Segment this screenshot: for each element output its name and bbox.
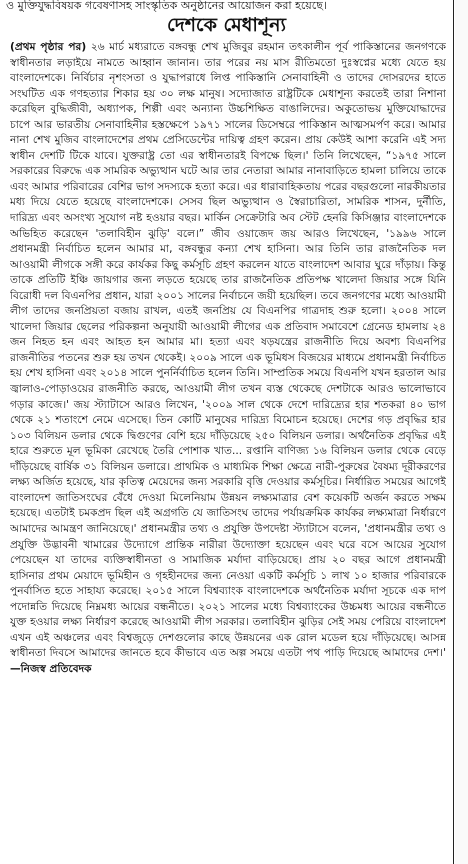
byline: —নিজস্ব প্রতিবেদক — [10, 662, 92, 675]
article-body — [10, 40, 446, 856]
adjacent-column-edge — [455, 0, 468, 864]
article-text: ২৬ মার্চ মধ্যরাতে বঙ্গবন্ধু শেখ মুজিবুর রহমান তৎকালীন পূর্ব পাকিস্তানের জনগণকে স্বাধীনতার লড়াইয়ে নামতে আহ্বান জানান। তার পরের নয় মাস রীতিমতো দুঃস্বপ্নের মধ্যে যেতে হয় বাংলাদেশকে। নির্বিচার নৃশংসতা ও যুদ্ধাপরাধে লিপ্ত পাকিস্তানি সেনাবাহিনী ও তাদের দোসরদের হাতে সংঘটিত এক গণহত্যার শিকার হয় ৩০ লক্ষ মানুষ। সদ্যোজাত রাষ্ট্রটিকে মেধাশূন্য করতেই তারা নিশানা করেছিল বুদ্ধিজীবী, অধ্যাপক, শিল্পী এবং অন্যান্য উচ্চশিক্ষিত বাঙালিদের। অকুতোভয় মুক্তিযোদ্ধাদের চাপে আর ভারতীয় সেনাবাহিনীর হস্তক্ষেপে ১৯৭১ সালের ডিসেম্বরে পাকিস্তান আত্মসমর্পণ করে। আমার নানা শেখ মুজিব বাংলাদেশের প্রথম প্রেসিডেন্টের দায়িত্ব গ্রহণ করেন। প্রায় কেউই আশা করেনি এই সদ্য স্বাধীন দেশটি টিকে যাবে। যুক্তরাষ্ট্র তো এর স্বাধীনতারই বিপক্ষে ছিল।' তিনি লিখেছেন, “১৯৭৫ সালে সরকারের বিরুদ্ধে এক সামরিক অভ্যুত্থান ঘটে আর তার নেতারা আমার নানাবাড়িতে হামলা চালিয়ে তাকে এবং আমার পরিবারের বেশির ভাগ সদস্যকে হত্যা করে। এর ধারাবাহিকতায় পরের বছরগুলো নারকীয়তার মধ্য দিয়ে যেতে হয়েছে বাংলাদেশকে। সেসব ছিল অভ্যুত্থান ও স্বৈরাচারিতা, সামরিক শাসন, দুর্নীতি, দারিদ্র্য এবং অসংখ্য সুযোগ নষ্ট হওয়ার বছর। মার্কিন সেক্রেটারি অব স্টেট হেনরি কিসিঞ্জার বাংলাদেশকে অভিহিত করেছেন 'তলাবিহীন ঝুড়ি' বলে।” জীব ওয়াজেদ জয় আরও লিখেছেন, '১৯৯৬ সালে প্রধানমন্ত্রী নির্বাচিত হলেন আমার মা, বঙ্গবন্ধুর কন্যা শেখ হাসিনা। আর তিনি তার রাজনৈতিক দল আওয়ামী লীগকে সঙ্গী করে কার্যকর কিছু কর্মসূচি গ্রহণ করলেন যাতে বাংলাদেশ আবার ঘুরে দাঁড়ায়। কিন্তু তাকে প্রতিটি ইঞ্চি জায়গার জন্য লড়তে হয়েছে তার রাজনৈতিক প্রতিপক্ষ খালেদা জিয়ার সঙ্গে যিনি বিরোধী দল বিএনপির প্রধান, যারা ২০০১ সালের নির্বাচনে জয়ী হয়েছিল। তবে জনগণের মধ্যে আওয়ামী লীগ তাদের জনপ্রিয়তা বজায় রাখল, এতই জনপ্রিয় যে বিএনপির গাত্রদাহ শুরু হলো। ২০০৪ সালে খালেদা জিয়ার ছেলের পরিকল্পনা অনুযায়ী আওয়ামী লীগের এক প্রতিবাদ সমাবেশে গ্রেনেড হামলায় ২৪ জন নিহত হন এবং আহত হন আমার মা। হত্যা এবং ষড়যন্ত্রের রাজনীতি দিয়ে অবশ্য বিএনপির রাজনীতির পতনের শুরু হয় তখন থেকেই। ২০০৯ সালে এক ভূমিধস বিজয়ের মাধ্যমে প্রধানমন্ত্রী নির্বাচিত হয় শেখ হাসিনা এবং ২০১৪ সালে পুনর্নির্বাচিত হলেন তিনি। সাম্প্রতিক সময়ে বিএনপি যখন হরতাল আর জ্বালাও-পোড়াওয়ের রাজনীতি করছে, আওয়ামী লীগ তখন ব্যস্ত থেকেছে দেশটাকে আরও ভালোভাবে গড়ার কাজে।' জয় স্ট্যাটাসে আরও লিখেন, '২০০৯ সাল থেকে দেশে দারিদ্র্যের হার শতকরা ৪০ ভাগ থেকে ২১ শতাংশে নেমে এসেছে। তিন কোটি মানুষের দারিদ্র্য বিমোচন হয়েছে। দেশের গড় প্রবৃদ্ধির হার ১০৩ বিলিয়ন ডলার থেকে দ্বিগুণের বেশি হয়ে দাঁড়িয়েছে ২৫০ বিলিয়ন ডলার। অর্থনৈতিক প্রবৃদ্ধির এই হারে শুরুতে মূল ভূমিকা রেখেছে তৈরি পোশাক খাত... রপ্তানি বাণিজ্য ১৬ বিলিয়ন ডলার থেকে বেড়ে দাঁড়িয়েছে বার্ষিক ৩১ বিলিয়ন ডলারে। প্রাথমিক ও মাধ্যমিক শিক্ষা ক্ষেত্রে নারী-পুরুষের বৈষম্য দূরীকরণের লক্ষ্য অর্জিত হয়েছে, যার কৃতিত্ব মেয়েদের জন্য সরকারি বৃত্তি দেওয়ার কর্মসূচির। নির্ধারিত সময়ের আগেই বাংলাদেশ জাতিসংঘের বেঁধে দেওয়া মিলেনিয়াম উন্নয়ন লক্ষ্যমাত্রার বেশ কয়েকটি অর্জন করতে সক্ষম হয়েছে। এতটাই চমকপ্রদ ছিল এই অগ্রগতি যে জাতিসংঘ তাদের পর্যায়ক্রমিক কার্যকর লক্ষ্যমাত্রা নির্ধারণে আমাদের আমন্ত্রণ জানিয়েছে।' প্রধানমন্ত্রীর তথ্য ও প্রযুক্তি উপদেষ্টা স্ট্যাটাসে বলেন, 'প্রধানমন্ত্রীর তথ্য ও প্রযুক্তি উদ্ভাবনী খামারের উদ্যোগে প্রান্তিক নারীরা উদ্যোক্তা হয়েছেন এবং ঘরে বসে আয়ের সুযোগ পেয়েছেন যা তাদের ব্যক্তিস্বাধীনতা ও সামাজিক মর্যাদা বাড়িয়েছে। প্রায় ২০ বছর আগে প্রধানমন্ত্রী হাসিনার প্রথম মেয়াদে ভূমিহীন ও গৃহহীনদের জন্য নেওয়া একটি কর্মসূচি ১ লাখ ১০ হাজার পরিবারকে পুনর্বাসিত হতে সাহায্য করেছে। ২০১৫ সালে বিশ্বব্যাংক বাংলাদেশকে অর্থনৈতিক মর্যাদা সূচকে এক দাপ পদোন্নতি দিয়েছে নিম্নমধ্য আয়ের বন্ধনীতে। ২০২১ সালের মধ্যে বিশ্বব্যাংকের উচ্চমধ্য আয়ের বন্ধনীতে যুক্ত হওয়ার লক্ষ্য নির্ধারণ করেছে আওয়ামী লীগ সরকার। তলাবিহীন ঝুড়ির সেই সময় পেরিয়ে বাংলাদেশ এখন এই অঞ্চলের এবং বিশ্বজুড়ে দেশগুলোর কাছে উন্নয়নের এক রোল মডেল হয়ে দাঁড়িয়েছে। আসন্ন স্বাধীনতা দিবসে আমাদের জানতে হবে কীভাবে এত অল্প সময়ে এতটা পথ পাড়ি দিয়েছে আমাদের দেশ।' — [10, 41, 446, 660]
article-paragraph — [10, 40, 446, 677]
continuation-label: (প্রথম পৃষ্ঠার পর) — [10, 41, 87, 53]
previous-article-fragment: ও মুক্তিযুদ্ধবিষয়ক গবেষণাসহ সাংস্কৃতিক অনুষ্ঠানের আয়োজন করা হয়েছে। — [6, 0, 327, 12]
article-headline: দেশকে মেধাশূন্য — [167, 14, 286, 36]
column-rule — [453, 0, 454, 864]
